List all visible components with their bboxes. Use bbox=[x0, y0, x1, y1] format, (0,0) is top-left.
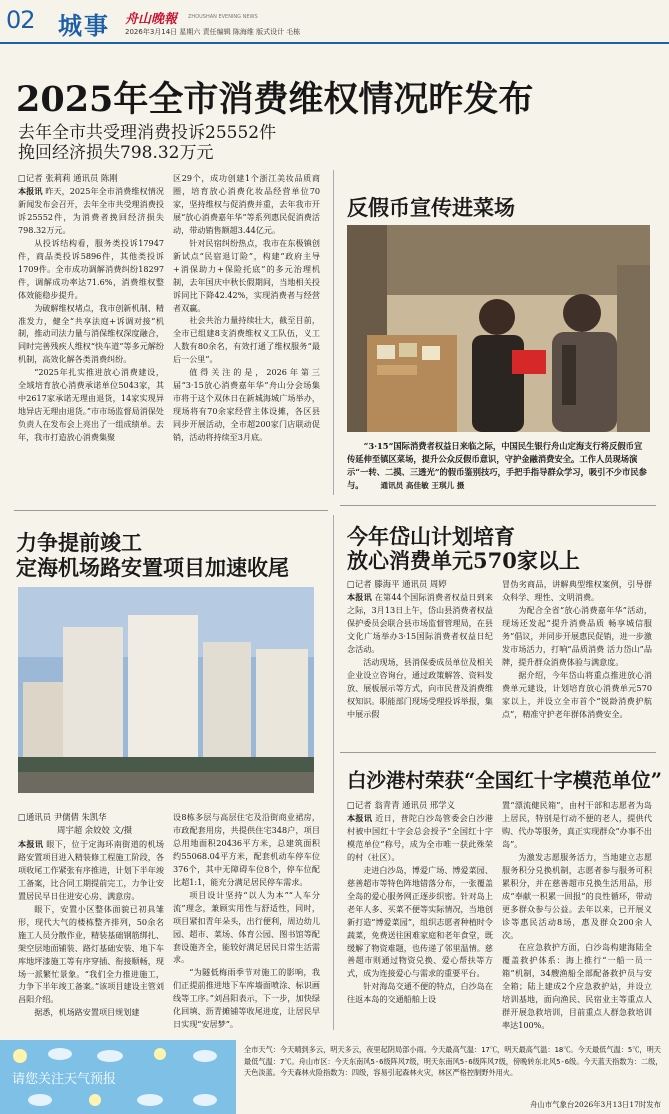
section-rule bbox=[340, 505, 656, 506]
dateline: 本报讯 bbox=[347, 813, 373, 823]
construction-photo bbox=[18, 587, 314, 793]
paragraph: 在应急救护方面，白沙岛构建海陆全覆盖救护体系：海上推行“一船一员一箱”机制，34艘渔船全部配备救护员与安全箱；陆上建成2个应急救护站，并设立培训基地，面向渔民、民宿业主等重点人群开展急救培训，目前重点人群急救培训率达100%。 bbox=[502, 942, 652, 1031]
paragraph: 为配合全省“放心消费嘉年华”活动，现场还发起“提升消费品质 畅享城信服务”倡议，并同步开展惠民促销，进一步激发市场活力，打响“品质消费 活力岱山”品牌，提升群众消费体验与满意度。 bbox=[502, 604, 652, 667]
dateline: 本报讯 bbox=[18, 186, 43, 196]
baisha-column-1 bbox=[347, 812, 493, 1006]
weather-footer bbox=[0, 1040, 669, 1114]
dateline: 本报讯 bbox=[347, 592, 372, 602]
paragraph: “为隧低梅雨季节对施工的影响，我们正提前推进地下车库墙面喷涂、标识画线等工序。”刘昌阳表示，下一步，加快绿化回填、沥青摊铺等收尾进度，让居民早日实现“安居梦”。 bbox=[173, 967, 320, 1030]
section-title: 城事 bbox=[58, 11, 110, 40]
weather-banner bbox=[0, 1040, 236, 1114]
daishan-headline-2: 放心消费单元570家以上 bbox=[347, 548, 580, 573]
paragraph: 区29个，成功创建1个浙江美妆品质商圈，培育放心消费化妆品经营单位70家，坚持维权与促消费并重，去年我市开展“放心消费嘉年华”等系列惠民促消费活动，带动销售额超3.44亿元。 bbox=[173, 173, 320, 235]
paragraph: 据介绍，今年岱山将重点推进放心消费单元建设，计划培育放心消费单元570家以上，并设立全市首个“锐龄消费护航点”，精准守护老年群体消费安全。 bbox=[502, 669, 652, 719]
airport-byline-1: □通讯员 尹儒倩 朱凯华 bbox=[18, 812, 107, 822]
issue-meta: 2026年3月14日 星期六 责任编辑 陈海维 版式设计 毛栋 bbox=[125, 28, 301, 36]
paragraph: 本报讯 眼下，位于定海环南街道的机场路安置项目进入精装修工程施工阶段，各项收尾工作紧张有序推进，计划下半年竣工备案，比合同工期提前完工，力争让安置居民早日住进安心房、满意房。 bbox=[18, 839, 164, 901]
paragraph: 冒伪劣商品，讲解典型维权案例，引导群众科学、理性、文明消费。 bbox=[502, 579, 652, 602]
photo-caption bbox=[347, 440, 650, 492]
newspaper-logo-en: ZHOUSHAN EVENING NEWS bbox=[188, 14, 258, 20]
paragraph: 本报讯 昨天，2025年全市消费维权情况新闻发布会召开，去年全市共受理消费投诉25552件，为消费者挽回经济损失798.32万元。 bbox=[18, 186, 164, 235]
daishan-headline-1: 今年岱山计划培育 bbox=[347, 524, 515, 549]
airport-column-1 bbox=[18, 838, 164, 1019]
airport-column-2 bbox=[173, 811, 320, 1031]
airport-byline-2: 周宇超 余姣姣 文/摄 bbox=[57, 825, 133, 835]
paragraph: 走进白沙岛，博爱广场、博爱菜园、慈善超市等特色阵地错落分布，一张覆盖全岛的爱心服务网正逐步织密。针对岛上老年人多、买菜不便等实际情况，当地创新打造“博爱菜园”，组织志愿者种植时令蔬菜，免费送往困难家庭和老年食堂，既缓解了物资难题，也传递了邻里温情。慈善超市则通过物资兑换、爱心帮扶等方式，成为连接爱心与需求的重要平台。 bbox=[347, 864, 493, 979]
section-rule bbox=[340, 752, 656, 753]
lead-subhead-2: 挽回经济损失798.32万元 bbox=[18, 143, 214, 163]
daishan-column-1 bbox=[347, 591, 493, 721]
column-divider bbox=[333, 515, 334, 1030]
paragraph: 针对海岛交通不便的特点，白沙岛在往返本岛的交通船舶上设 bbox=[347, 981, 493, 1005]
lead-column-2 bbox=[173, 172, 320, 444]
column-divider bbox=[333, 170, 334, 495]
section-rule bbox=[14, 510, 328, 511]
daishan-byline: □记者 滕海平 通讯员 周婷 bbox=[347, 579, 447, 589]
photo-headline: 反假币宣传进菜场 bbox=[347, 195, 515, 220]
daishan-column-2 bbox=[502, 578, 652, 720]
paragraph: 社会共治力量持续壮大，截至目前，全市已组建8支消费维权义工队伍，义工人数有80余名，有效打通了维权服务“最后一公里”。 bbox=[173, 315, 320, 365]
photo-credit: 通讯员 高佳敏 王琪儿 摄 bbox=[380, 481, 465, 490]
airport-headline-1: 力争提前竣工 bbox=[16, 530, 142, 555]
dateline: 本报讯 bbox=[18, 839, 44, 849]
lead-headline: 2025年全市消费维权情况昨发布 bbox=[16, 79, 534, 120]
paragraph: 本报讯 在第44个国际消费者权益日到来之际，3月13日上午，岱山县消费者权益保护委员会联合县市场监督管理局，在县文化广场举办3·15国际消费者权益日纪念活动。 bbox=[347, 592, 493, 654]
weather-banner-text: 请您关注天气预报 bbox=[12, 1072, 117, 1087]
paragraph: 置“漂流健民箱”，由村干部和志愿者为岛上居民，特别是行动不便的老人，提供代购、代办等服务，真正实现群众“办事不出岛”。 bbox=[502, 800, 652, 849]
paragraph: 项目设计坚持“以人为本”“人车分流”理念，兼顾实用性与舒适性，同时，项目紧扣青年朵头，出行便利，周边幼儿园、超市、菜场、体育公园、图书馆等配套设施齐全，能较好满足居民日常生活需求。 bbox=[173, 889, 320, 965]
paragraph: 为激发志愿服务活力，当地建立志愿服务积分兑换机制，志愿者参与服务可积累积分，并在慈善超市兑换生活用品，形成“奉献一积累一回报”的良性循环，带动更多群众参与公益。去年以来，已开展义诊等惠民活动8场，惠及群众200余人次。 bbox=[502, 851, 652, 940]
lead-byline: □记者 张莉莉 通讯员 陈刚 bbox=[18, 173, 118, 183]
paragraph: 活动现场，县消保委成员单位及相关企业设立咨询台，通过政策解答、资料发放、展板展示等方式，向市民普及消费维权知识。职能部门现场受理投诉举报，集中展示假 bbox=[347, 656, 493, 719]
newspaper-logo: 舟山晚報 bbox=[125, 12, 178, 27]
lead-subhead-1: 去年全市共受理消费投诉25552件 bbox=[18, 123, 277, 143]
paragraph: 针对民宿纠纷热点，我市在东极镇创新试点“民宿退订险”，构建“政府主导+消保助力+保险托底”的多元治理机制，去年国庆中秋长假期间，当地相关投诉同比下降42.42%，实现消费者与经营者双赢。 bbox=[173, 237, 320, 313]
masthead bbox=[0, 0, 669, 44]
paragraph: 为破解维权堵点，我市创新机制、精准发力，健全“共享法庭+诉调对接”机制，推动司法力量与消保维权深度融合，同时完善残疾人维权“快车道”等多元解纷机制，高效化解各类消费纠纷。 bbox=[18, 302, 164, 365]
airport-headline-2: 定海机场路安置项目加速收尾 bbox=[16, 555, 289, 580]
paragraph: 值得关注的是，2026年第三届“3·15放心消费嘉年华”舟山分会场集市将于这个双休日在新城海城广场举办，现场将有70余家经营主体设摊，各区县同步开展活动，全市超200家门店联动促销，活动将持续至3月底。 bbox=[173, 367, 320, 443]
paragraph: 眼下，安置小区整体面貌已初具雏形，现代大气的楼栋整齐排列，50余名施工人员分散作业，精装基础钢筋绑扎、架空层地面铺装、路灯基础安装、地下车库地坪漆施工等有序穿插、衔接顺畅，现场一派繁忙景象。“我们全力推进施工，力争下半年竣工备案。”该项目建设主管刘昌阳介绍。 bbox=[18, 903, 164, 1005]
market-photo bbox=[347, 225, 650, 432]
page-number: 02 bbox=[6, 6, 35, 34]
paragraph: 设8栋多层与高层住宅及沿街商业裙房，市政配套用房，共提供住宅348户，项目总用地面积20436平方米，总建筑面积约55068.04平方米，配套机动车停车位376个，其中无障碍车位8个，停车位配比超1:1，能充分满足居民停车需求。 bbox=[173, 812, 320, 887]
lead-column-1 bbox=[18, 185, 164, 444]
caption-text: “3·15”国际消费者权益日来临之际，中国民生银行舟山定海支行将反假币宣传延伸至镇区菜场，提升公众反假币意识，守护金融消费安全。工作人员现场演示“一转、二摸、三透光”的假币鉴别技巧，手把手指导群众学习，吸引不少市民参与。 bbox=[347, 441, 647, 490]
paragraph: 从投诉结构看，服务类投诉17947件，商品类投诉5896件，其他类投诉1709件。全市成功调解消费纠纷18297件，调解成功率达71.6%，消费维权整体效能稳步提升。 bbox=[18, 237, 164, 300]
paragraph: “2025年扎实推进放心消费建设，全域培育放心消费承诺单位5043家，其中2617家承诺无理由退货，14家实现异地异店无理由退货。”市市场监督局消保处负责人在发布会上亮出了一组成绩单。去年，我市打造放心消费集聚 bbox=[18, 367, 164, 443]
baisha-byline: □记者 翁青青 通讯员 邢学义 bbox=[347, 800, 456, 810]
baisha-column-2 bbox=[502, 799, 652, 1032]
masthead-rule bbox=[0, 42, 669, 44]
baisha-headline: 白沙港村荣获“全国红十字模范单位” bbox=[347, 769, 662, 792]
paragraph: 据悉，机场路安置项目规划建 bbox=[34, 1007, 140, 1018]
forecast-issued: 舟山市气象台2026年3月13日17时发布 bbox=[530, 1100, 662, 1109]
weather-forecast-text: 全市天气：今天晴到多云，明天多云，夜里起阴局部小雨。今天最高气温：17℃，明天最高气温：18℃。今天最低气温：5℃，明天最低气温：7℃。舟山市区：今天东南风5-6级阵风7级，明天东南风5-6级阵风7级，傍晚转东北风5-6级。今天蓝天指数为：二级，天色淡蓝。今天森林火险指数为：四级，容易引起森林火灾，林区严格控制野外用火。 bbox=[244, 1045, 663, 1078]
paragraph: 本报讯 近日，普陀白沙岛管委会白沙港村被中国红十字会总会授予“全国红十字模范单位”称号，成为全市唯一获此殊荣的村（社区）。 bbox=[347, 813, 493, 862]
